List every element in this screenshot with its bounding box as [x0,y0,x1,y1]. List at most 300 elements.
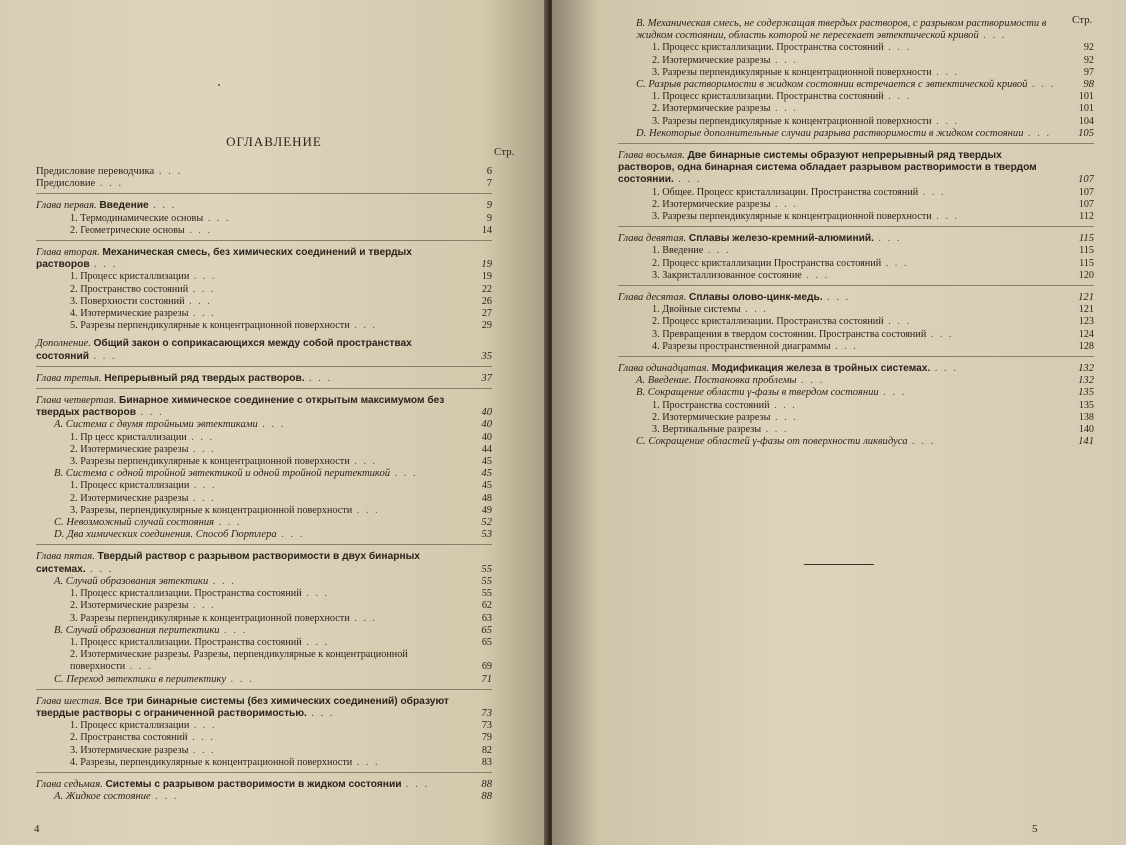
entry-page: 104 [1078,115,1094,127]
entry-page: 132 [1078,363,1094,375]
leader-dots: . . . [918,186,946,198]
leader-dots: . . . [186,431,215,443]
entry-page: 88 [481,778,492,790]
toc-entry [618,67,1094,79]
chapter-divider [36,240,492,241]
entry-page: 132 [1078,375,1094,387]
toc-entry [36,213,492,225]
toc-entry [618,316,1094,328]
leader-dots: . . . [883,316,911,328]
entry-page: 101 [1078,91,1094,103]
entry-page: 27 [481,308,492,320]
toc-entry [36,791,492,803]
toc-chapter [36,779,492,791]
entry-page: 128 [1078,340,1094,352]
entry-page: 7 [486,178,492,190]
toc-entry [36,625,492,637]
entry-page: 92 [1083,54,1094,66]
chapter-label: Глава восьмая. [618,150,688,162]
toc-chapter [36,373,492,385]
toc-entry [36,296,492,308]
toc-entry [36,505,492,517]
chapter-divider [36,366,492,367]
chapter-divider [36,388,492,389]
page-title: ОГЛАВЛЕНИЕ [226,134,322,149]
leader-dots: . . . [770,54,798,66]
leader-dots: . . . [301,588,329,600]
toc-entry [618,55,1094,67]
entry-page: 83 [481,756,492,768]
leader-dots: . . . [188,744,216,756]
toc-entry [618,128,1094,140]
entry-page: 40 [481,419,492,431]
entry-title: 1. Процесс кристаллизации. Пространства состояний [70,588,302,600]
toc-entry [618,199,1094,211]
entry-title: 3. Закристаллизованное состояние [652,269,802,281]
toc-chapter [36,551,492,575]
entry-page: 88 [481,791,492,803]
chapter-title: Твердый раствор с разрывом растворимости в двух бинарных системах. [36,551,420,575]
toc-entry [618,116,1094,128]
leader-dots: . . . [703,245,731,257]
leader-dots: . . . [188,308,216,320]
leader-dots: . . . [203,212,231,224]
toc-list-left [36,166,492,803]
entry-page: 73 [481,707,492,719]
toc-entry [618,436,1094,448]
entry-page: 35 [481,350,492,362]
left-page [0,0,548,845]
leader-dots: . . . [150,791,179,803]
toc-entry [618,245,1094,257]
entry-page: 40 [481,431,492,443]
toc-entry [618,304,1094,316]
entry-page: 135 [1078,387,1094,399]
entry-title: 1. Процесс кристаллизации. Пространства состояний [652,91,884,103]
toc-entry [36,166,492,178]
toc-entry [618,400,1094,412]
entry-page: 115 [1078,233,1094,245]
leader-dots: . . . [136,407,164,419]
entry-title: С. Сокращение областей γ-фазы от поверхности ликвидуса [636,436,908,448]
toc-entry [618,424,1094,436]
chapter-title: Сплавы олово-цинк-медь. [688,292,823,304]
leader-dots: . . . [878,387,907,399]
leader-dots: . . . [188,492,216,504]
toc-entry [36,432,492,444]
toc-chapter [618,292,1094,304]
entry-page: 69 [481,661,492,673]
toc-entry [36,529,492,541]
leader-dots: . . . [770,411,798,423]
entry-page: 55 [481,563,492,575]
chapter-label: Глава вторая. [36,247,103,259]
toc-entry [618,79,1094,91]
entry-title: 2. Процесс кристаллизации Пространства состояний [652,257,882,269]
toc-entry [36,468,492,480]
leader-dots: . . . [189,720,217,732]
entry-title: 1. Процесс кристаллизации. Пространства состояний [70,636,302,648]
entry-page: 97 [1083,66,1094,78]
right-page [552,0,1126,845]
entry-page: 55 [481,588,492,600]
toc-entry [36,674,492,686]
entry-page: 107 [1078,198,1094,210]
chapter-label: Глава четвертая. [36,395,120,407]
entry-title: 3. Разрезы, перпендикулярные к концентрационной поверхности [70,504,353,516]
leader-dots: . . . [301,636,329,648]
toc-entry [618,103,1094,115]
toc-entry [36,320,492,332]
entry-title: В. Система с одной тройной эвтектикой и одной тройной перитектикой [54,468,391,480]
entry-page: 44 [481,443,492,455]
chapter-title: Общий закон о соприкасающихся между собой пространствах состояний [36,338,412,362]
entry-title: А. Случай образования эвтектики [54,575,209,587]
chapter-title: Две бинарные системы образуют непрерывный ряд твердых растворов, одна бинарная система обладает разрывом растворимости в твердом состоянии. [618,150,1037,186]
toc-entry [36,745,492,757]
entry-title: 3. Вертикальные разрезы [652,424,762,436]
entry-page: 112 [1079,211,1094,223]
entry-title: D. Некоторые дополнительные случаи разрыва растворимости в жидком состоянии [636,127,1024,139]
entry-title: 1. Пр цесс кристаллизации [70,431,187,443]
leader-dots: . . . [822,292,851,304]
chapter-label: Глава девятая. [618,233,689,245]
toc-chapter [36,338,492,362]
speck [218,84,220,86]
end-rule [804,564,874,565]
entry-page: 45 [481,468,492,480]
leader-dots: . . . [349,612,377,624]
leader-dots: . . . [830,340,858,352]
toc-entry [618,412,1094,424]
entry-title: 2. Процесс кристаллизации. Пространства состояний [652,316,884,328]
entry-page: 48 [481,492,492,504]
toc-entry [36,757,492,769]
page-column-header: Стр. [494,146,515,158]
entry-title: В. Сокращение области γ-фазы в твердом состоянии [636,387,879,399]
leader-dots: . . . [769,399,797,411]
chapter-divider [618,226,1094,227]
chapter-divider [36,689,492,690]
entry-title: 2. Геометрические основы [70,224,185,236]
toc-entry [36,588,492,600]
entry-title: 5. Разрезы перпендикулярные к концентрационной поверхности [70,320,350,332]
leader-dots: . . . [926,328,954,340]
chapter-divider [618,143,1094,144]
toc-chapter [36,696,492,720]
entry-title: 4. Разрезы, перпендикулярные к концентрационной поверхности [70,756,353,768]
page-number: 4 [34,823,40,835]
chapter-title: Бинарное химическое соединение с открытым максимумом без твердых растворов [36,395,445,419]
leader-dots: . . . [978,30,1007,42]
entry-page: 107 [1078,174,1094,186]
chapter-label: Глава седьмая. [36,778,106,790]
toc-entry [36,225,492,237]
leader-dots: . . . [257,419,286,431]
toc-entry [36,480,492,492]
entry-page: 121 [1078,292,1094,304]
toc-entry [36,576,492,588]
entry-page: 107 [1078,186,1094,198]
leader-dots: . . . [85,563,114,575]
leader-dots: . . . [349,456,377,468]
entry-title: 1. Пространства состояний [652,399,770,411]
leader-dots: . . . [276,529,305,541]
chapter-title: Механическая смесь, без химических соединений и твердых растворов [36,247,412,271]
entry-page: 9 [486,212,492,224]
entry-page: 140 [1078,424,1094,436]
entry-title: 3. Разрезы перпендикулярные к концентрационной поверхности [652,115,932,127]
leader-dots: . . . [740,304,768,316]
leader-dots: . . . [931,211,959,223]
entry-page: 37 [481,372,492,384]
leader-dots: . . . [89,259,118,271]
entry-title: 1. Процесс кристаллизации [70,720,190,732]
chapter-title: Сплавы железо-кремний-алюминий. [688,233,874,245]
entry-page: 101 [1078,103,1094,115]
chapter-label: Глава пятая. [36,551,98,563]
entry-title: 3. Поверхности состояний [70,295,185,307]
entry-page: 26 [481,295,492,307]
entry-page: 138 [1078,411,1094,423]
entry-title: 3. Разрезы перпендикулярные к концентрационной поверхности [652,66,932,78]
toc-entry [36,444,492,456]
entry-page: 53 [481,529,492,541]
leader-dots: . . . [352,756,380,768]
leader-dots: . . . [184,224,213,236]
toc-entry [618,42,1094,54]
entry-title: 1. Процесс кристаллизации. Пространства состояний [652,42,884,54]
entry-page: 49 [481,504,492,516]
leader-dots: . . . [390,468,418,480]
entry-page: 82 [481,744,492,756]
leader-dots: . . . [401,778,430,790]
chapter-divider [36,544,492,545]
entry-page: 45 [481,456,492,468]
entry-title: 2. Изотермические разрезы [652,54,771,66]
chapter-divider [618,285,1094,286]
entry-title: 4. Разрезы пространственной диаграммы [652,340,831,352]
entry-title: 2. Изотермические разрезы. Разрезы, перпендикулярные к концентрационной поверхности [70,649,408,673]
toc-entry [36,456,492,468]
leader-dots: . . . [930,363,959,375]
leader-dots: . . . [89,350,117,362]
entry-title: А. Система с двумя тройными эвтектиками [54,419,258,431]
toc-entry [36,517,492,529]
toc-entry [36,493,492,505]
leader-dots: . . . [148,200,177,212]
entry-title: 2. Изотермические разрезы [70,443,189,455]
entry-title: 1. Процесс кристаллизации [70,271,190,283]
leader-dots: . . . [154,166,183,177]
leader-dots: . . . [208,575,237,587]
leader-dots: . . . [770,103,798,115]
entry-page: 63 [481,612,492,624]
leader-dots: . . . [873,233,902,245]
entry-title: 1. Общее. Процесс кристаллизации. Пространства состояний [652,186,919,198]
toc-entry [618,91,1094,103]
entry-page: 65 [481,624,492,636]
leader-dots: . . . [304,372,333,384]
leader-dots: . . . [184,295,212,307]
entry-title: 4. Изотермические разрезы [70,308,189,320]
toc-entry [36,637,492,649]
entry-page: 121 [1078,304,1094,316]
entry-page: 98 [1083,79,1094,91]
leader-dots: . . . [881,257,909,269]
entry-title: 1. Термодинамические основы [70,212,204,224]
leader-dots: . . . [219,624,248,636]
toc-entry [36,720,492,732]
entry-page: 40 [481,407,492,419]
toc-entry [36,649,492,673]
chapter-label: Глава одинадцатая. [618,363,712,375]
chapter-divider [618,356,1094,357]
entry-title: С. Переход эвтектики в перитектику [54,673,227,685]
entry-title: 3. Разрезы перпендикулярные к концентрационной поверхности [70,612,350,624]
toc-entry [36,732,492,744]
entry-title: 2. Изотермические разрезы [652,411,771,423]
entry-page: 65 [481,636,492,648]
leader-dots: . . . [189,480,217,492]
entry-title: 3. Изотермические разрезы [70,744,189,756]
entry-page: 124 [1078,328,1094,340]
entry-title: 2. Изотермические разрезы [652,198,771,210]
entry-title: А. Введение. Постановка проблемы [636,375,797,387]
toc-entry [36,178,492,190]
leader-dots: . . . [801,269,830,281]
entry-page: 52 [481,517,492,529]
leader-dots: . . . [125,661,153,673]
leader-dots: . . . [907,436,936,448]
entry-page: 62 [481,600,492,612]
leader-dots: . . . [214,517,242,529]
leader-dots: . . . [1027,79,1056,91]
leader-dots: . . . [188,600,216,612]
chapter-label: Глава десятая. [618,292,689,304]
toc-chapter [618,233,1094,245]
chapter-label: Глава шестая. [36,695,105,707]
toc-chapter [36,247,492,271]
entry-title: 2. Изотермические разрезы [70,492,189,504]
toc-entry [618,18,1094,42]
toc-entry [36,308,492,320]
entry-title: 2. Пространство состояний [70,283,189,295]
leader-dots: . . . [306,707,335,719]
leader-dots: . . . [349,320,377,332]
leader-dots: . . . [673,174,702,186]
leader-dots: . . . [770,198,798,210]
entry-page: 22 [481,283,492,295]
entry-title: 3. Разрезы перпендикулярные к концентрационной поверхности [70,456,350,468]
leader-dots: . . . [1023,127,1052,139]
entry-title: В. Случай образования перитектики [54,624,220,636]
toc-entry [618,258,1094,270]
chapter-title: Непрерывный ряд твердых растворов. [104,372,305,384]
leader-dots: . . . [761,424,789,436]
entry-page: 105 [1078,127,1094,139]
entry-title: С. Разрыв растворимости в жидком состоянии встречается с эвтектической кривой [636,79,1028,91]
entry-title: 1. Введение [652,245,704,257]
leader-dots: . . . [796,375,825,387]
toc-chapter [36,200,492,212]
chapter-label: Глава первая. [36,200,100,212]
entry-title: 3. Превращения в твердом состоянии. Пространства состояний [652,328,927,340]
toc-entry [618,341,1094,353]
entry-title: 2. Пространства состояний [70,732,188,744]
leader-dots: . . . [883,42,911,54]
entry-page: 9 [486,200,492,212]
leader-dots: . . . [188,443,216,455]
entry-page: 135 [1078,399,1094,411]
entry-page: 115 [1079,257,1094,269]
toc-entry [618,387,1094,399]
chapter-title: Введение [99,200,149,212]
chapter-divider [36,772,492,773]
entry-page: 6 [486,166,492,177]
toc-list-right [618,18,1094,449]
chapter-label: Глава третья. [36,372,105,384]
toc-entry [36,419,492,431]
entry-page: 19 [481,259,492,271]
entry-title: В. Механическая смесь, не содержащая твердых растворов, с разрывом растворимости в жидком состоянии, область которой не пересекает эвтектической кривой [636,18,1047,42]
leader-dots: . . . [883,91,911,103]
toc-entry [618,187,1094,199]
entry-page: 120 [1078,269,1094,281]
entry-page: 141 [1078,436,1094,448]
entry-page: 19 [481,271,492,283]
entry-page: 29 [481,320,492,332]
entry-title: D. Два химических соединения. Способ Гюртлера [54,529,277,541]
toc-entry [36,613,492,625]
toc-chapter [618,363,1094,375]
chapter-title: Системы с разрывом растворимости в жидком состоянии [105,778,402,790]
entry-title: 2. Изотермические разрезы [70,600,189,612]
entry-title: 1. Двойные системы [652,304,741,316]
entry-page: 55 [481,575,492,587]
leader-dots: . . . [188,283,216,295]
toc-entry [36,600,492,612]
leader-dots: . . . [352,504,380,516]
entry-title: Предисловие [36,178,96,190]
page-number: 5 [1032,823,1038,835]
entry-page: 73 [481,720,492,732]
entry-page: 115 [1079,245,1094,257]
entry-title: Предисловие переводчика [36,166,155,177]
entry-title: 3. Разрезы перпендикулярные к концентрационной поверхности [652,211,932,223]
entry-page: 45 [481,480,492,492]
toc-chapter [36,395,492,419]
leader-dots: . . . [189,271,217,283]
toc-entry [36,284,492,296]
entry-title: С. Невозможный случай состояния [54,517,215,529]
chapter-title: Модификация железа в тройных системах. [711,363,931,375]
entry-title: 1. Процесс кристаллизации [70,480,190,492]
entry-page: 79 [481,732,492,744]
entry-title: А. Жидкое состояние [54,791,151,803]
leader-dots: . . . [187,732,215,744]
toc-entry [618,270,1094,282]
entry-title: 2. Изотермические разрезы [652,103,771,115]
entry-page: 71 [481,673,492,685]
entry-page: 123 [1078,316,1094,328]
chapter-title: Все три бинарные системы (без химических соединений) образуют твердые растворы с ограниченной растворимостью. [36,695,449,719]
leader-dots: . . . [95,178,124,190]
toc-entry [36,271,492,283]
toc-entry [618,375,1094,387]
toc-entry [618,211,1094,223]
entry-page: 14 [481,224,492,236]
